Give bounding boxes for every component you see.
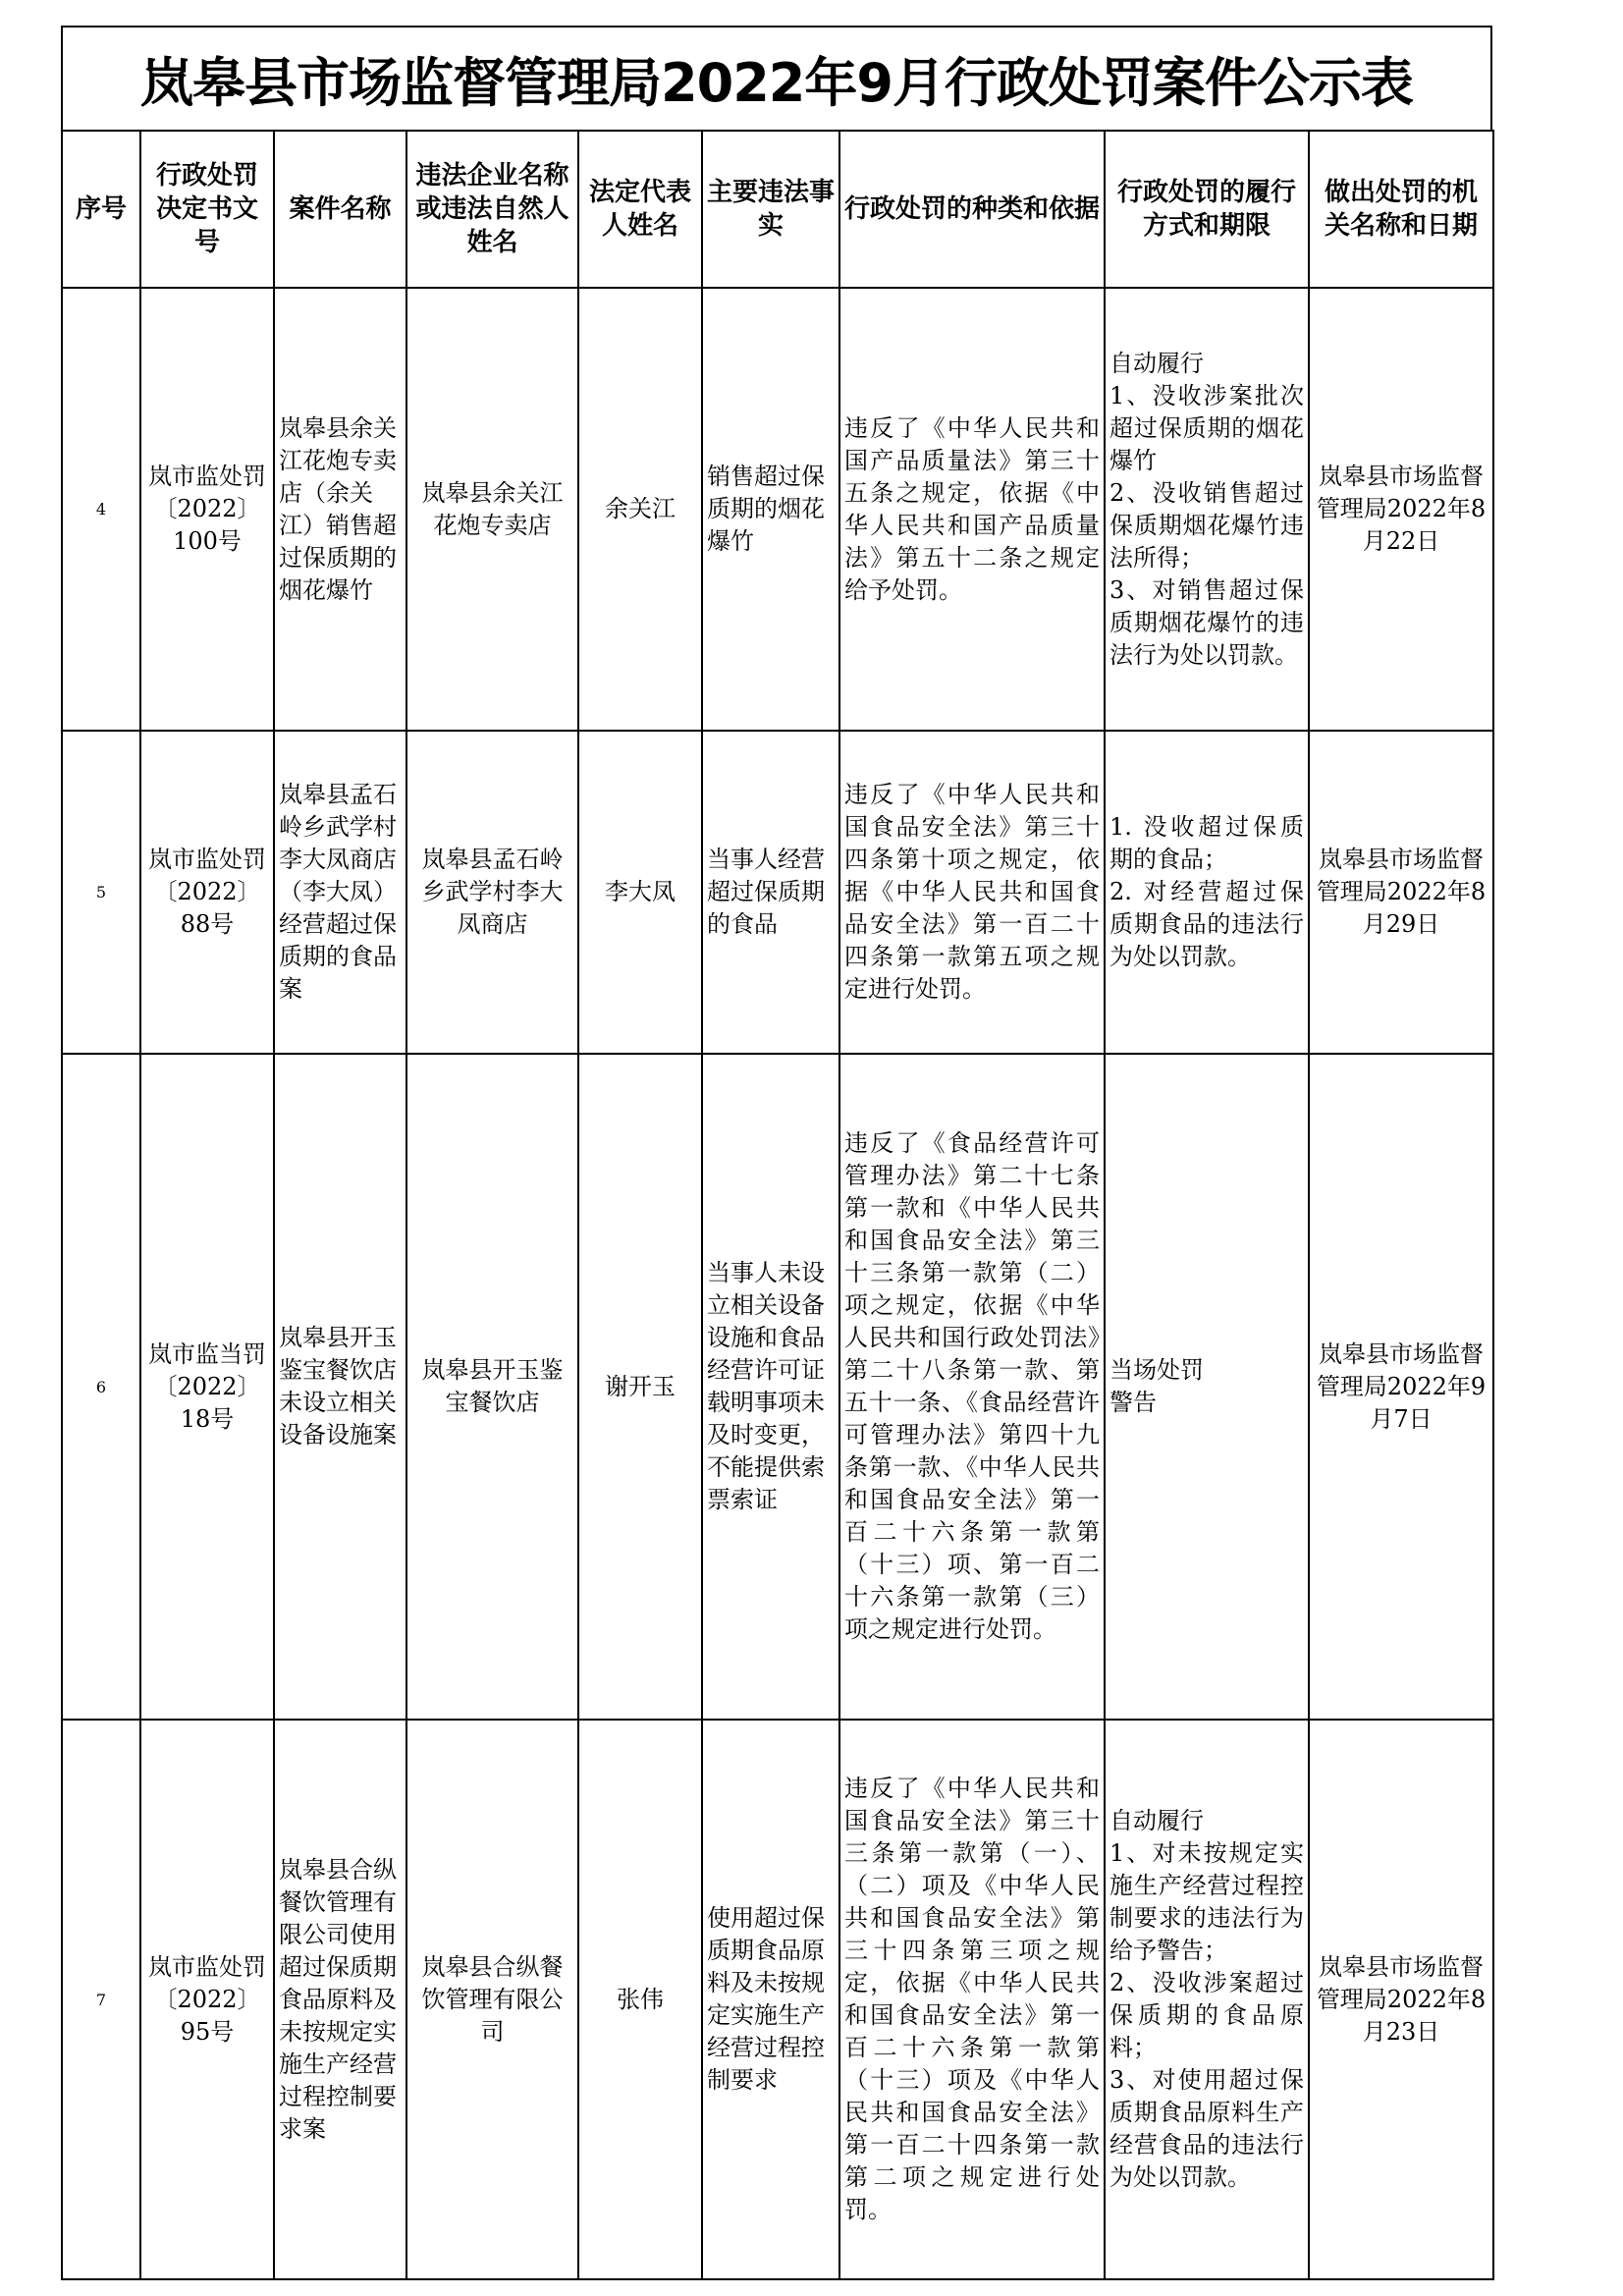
cell-doc-no: 岚市监处罚〔2022〕95号 [140, 1720, 274, 2279]
header-execution: 行政处罚的履行方式和期限 [1105, 131, 1309, 288]
header-authority: 做出处罚的机关名称和日期 [1309, 131, 1493, 288]
cell-authority: 岚皋县市场监督管理局2022年9月7日 [1309, 1054, 1493, 1720]
header-basis: 行政处罚的种类和依据 [839, 131, 1105, 288]
cell-execution: 自动履行 1、没收涉案批次超过保质期的烟花爆竹 2、没收销售超过保质期烟花爆竹违法所得； 3、对销售超过保质期烟花爆竹的违法行为处以罚款。 [1105, 288, 1309, 731]
cell-doc-no: 岚市监处罚〔2022〕100号 [140, 288, 274, 731]
table-row [62, 1054, 1493, 1720]
cell-case-name: 岚皋县合纵餐饮管理有限公司使用超过保质期食品原料及未按规定实施生产经营过程控制要求案 [274, 1720, 406, 2279]
cell-authority: 岚皋县市场监督管理局2022年8月29日 [1309, 731, 1493, 1054]
cell-party: 岚皋县开玉鉴宝餐饮店 [406, 1054, 578, 1720]
table-row [62, 1720, 1493, 2279]
cell-basis: 违反了《食品经营许可管理办法》第二十七条第一款和《中华人民共和国食品安全法》第三十三条第一款第（二）项之规定，依据《中华人民共和国行政处罚法》第二十八条第一款、第五十一条、《食品经营许可管理办法》第四十九条第一款、《中华人民共和国食品安全法》第一百二十六条第一款第（十三）项、第一百二十六条第一款第（三）项之规定进行处罚。 [839, 1054, 1105, 1720]
document-sheet [61, 26, 1492, 2280]
cell-seq: 5 [62, 731, 140, 1054]
cell-doc-no: 岚市监当罚〔2022〕18号 [140, 1054, 274, 1720]
cell-party: 岚皋县合纵餐饮管理有限公司 [406, 1720, 578, 2279]
cell-seq: 7 [62, 1720, 140, 2279]
header-legal-rep: 法定代表人姓名 [578, 131, 702, 288]
cell-authority: 岚皋县市场监督管理局2022年8月23日 [1309, 1720, 1493, 2279]
cell-basis: 违反了《中华人民共和国食品安全法》第三十三条第一款第（一）、（二）项及《中华人民共和国食品安全法》第三十四条第三项之规定，依据《中华人民共和国食品安全法》第一百二十六条第一款第（十三）项及《中华人民共和国食品安全法》第一百二十四条第一款第二项之规定进行处罚。 [839, 1720, 1105, 2279]
cell-basis: 违反了《中华人民共和国食品安全法》第三十四条第十项之规定，依据《中华人民共和国食品安全法》第一百二十四条第一款第五项之规定进行处罚。 [839, 731, 1105, 1054]
cell-case-name: 岚皋县开玉鉴宝餐饮店未设立相关设备设施案 [274, 1054, 406, 1720]
penalty-table [61, 130, 1494, 2280]
header-doc-no: 行政处罚决定书文号 [140, 131, 274, 288]
cell-execution: 当场处罚 警告 [1105, 1054, 1309, 1720]
cell-legal-rep: 谢开玉 [578, 1054, 702, 1720]
cell-legal-rep: 李大凤 [578, 731, 702, 1054]
cell-facts: 使用超过保质期食品原料及未按规定实施生产经营过程控制要求 [702, 1720, 839, 2279]
cell-facts: 销售超过保质期的烟花爆竹 [702, 288, 839, 731]
cell-legal-rep: 张伟 [578, 1720, 702, 2279]
header-facts: 主要违法事实 [702, 131, 839, 288]
cell-execution: 自动履行 1、对未按规定实施生产经营过程控制要求的违法行为给予警告； 2、没收涉案超过保质期的食品原料； 3、对使用超过保质期食品原料生产经营食品的违法行为处以罚款。 [1105, 1720, 1309, 2279]
title-box [61, 26, 1492, 130]
cell-doc-no: 岚市监处罚〔2022〕88号 [140, 731, 274, 1054]
table-row [62, 288, 1493, 731]
cell-case-name: 岚皋县孟石岭乡武学村李大凤商店（李大凤）经营超过保质期的食品案 [274, 731, 406, 1054]
cell-seq: 4 [62, 288, 140, 731]
cell-party: 岚皋县孟石岭乡武学村李大凤商店 [406, 731, 578, 1054]
cell-authority: 岚皋县市场监督管理局2022年8月22日 [1309, 288, 1493, 731]
cell-case-name: 岚皋县余关江花炮专卖店（余关江）销售超过保质期的烟花爆竹 [274, 288, 406, 731]
cell-party: 岚皋县余关江花炮专卖店 [406, 288, 578, 731]
header-row [62, 131, 1493, 288]
cell-basis: 违反了《中华人民共和国产品质量法》第三十五条之规定，依据《中华人民共和国产品质量法》第五十二条之规定给予处罚。 [839, 288, 1105, 731]
cell-facts: 当事人经营超过保质期的食品 [702, 731, 839, 1054]
header-case-name: 案件名称 [274, 131, 406, 288]
header-seq: 序号 [62, 131, 140, 288]
table-row [62, 731, 1493, 1054]
header-party: 违法企业名称或违法自然人姓名 [406, 131, 578, 288]
cell-facts: 当事人未设立相关设备设施和食品经营许可证载明事项未及时变更，不能提供索票索证 [702, 1054, 839, 1720]
cell-execution: 1. 没收超过保质期的食品； 2. 对经营超过保质期食品的违法行为处以罚款。 [1105, 731, 1309, 1054]
cell-legal-rep: 余关江 [578, 288, 702, 731]
cell-seq: 6 [62, 1054, 140, 1720]
page-title: 岚皋县市场监督管理局2022年9月行政处罚案件公示表 [140, 51, 1413, 114]
